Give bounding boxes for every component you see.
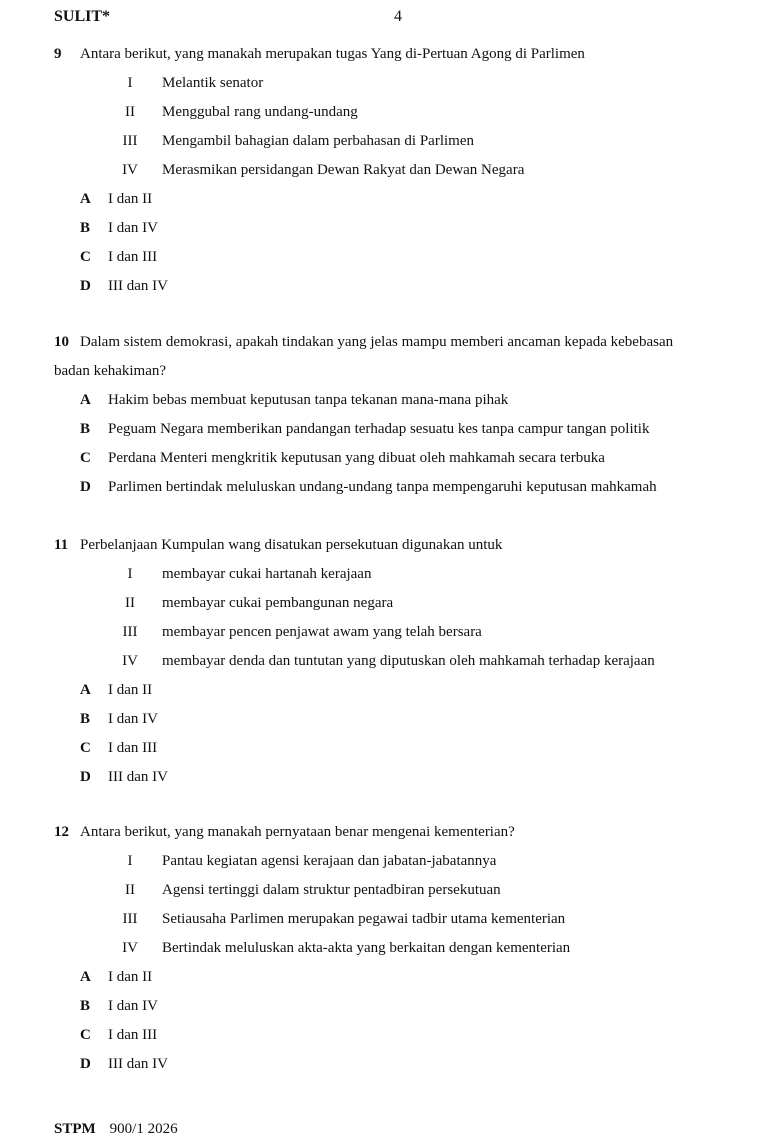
statement-numeral: III — [122, 133, 138, 149]
statement-text: Bertindak meluluskan akta-akta yang berkaitan dengan kementerian — [162, 940, 571, 956]
answer-option-d[interactable] — [54, 767, 748, 787]
answer-option-b[interactable] — [54, 709, 748, 729]
statement-text: Melantik senator — [162, 75, 264, 91]
option-letter: A — [80, 969, 91, 985]
statement — [54, 102, 748, 122]
question-text: Antara berikut, yang manakah pernyataan benar mengenai kementerian? — [80, 824, 515, 840]
confidential-label: SULIT* — [54, 8, 111, 25]
statement — [54, 651, 748, 671]
statement — [54, 938, 748, 958]
statement-numeral: III — [122, 624, 138, 640]
question-number: 11 — [54, 537, 69, 553]
answer-option-a[interactable] — [54, 967, 748, 987]
statement-numeral: IV — [122, 653, 138, 669]
option-letter: D — [80, 769, 91, 785]
option-letter: B — [80, 220, 91, 236]
statement — [54, 880, 748, 900]
option-letter: D — [80, 278, 91, 294]
option-letter: A — [80, 191, 91, 207]
statement-text: Menggubal rang undang-undang — [162, 104, 358, 120]
statement-text: Pantau kegiatan agensi kerajaan dan jabatan-jabatannya — [162, 853, 497, 869]
option-text: I dan III — [108, 249, 158, 265]
answer-option-a[interactable] — [54, 680, 748, 700]
statement-text: membayar cukai hartanah kerajaan — [162, 566, 372, 582]
option-letter: C — [80, 1027, 91, 1043]
option-text: I dan II — [108, 191, 153, 207]
option-letter: C — [80, 450, 91, 466]
statement-numeral: I — [127, 853, 133, 869]
option-text: Peguam Negara memberikan pandangan terhadap sesuatu kes tanpa campur tangan politik — [108, 421, 650, 437]
statement-numeral: I — [127, 75, 133, 91]
question-10 — [54, 332, 748, 497]
statement-numeral: IV — [122, 162, 138, 178]
question-number: 12 — [54, 824, 69, 840]
statement — [54, 131, 748, 151]
option-text: III dan IV — [108, 769, 168, 785]
page-header — [54, 8, 758, 30]
statement-numeral: III — [122, 911, 138, 927]
page-number: 4 — [394, 8, 402, 25]
option-text: I dan IV — [108, 998, 158, 1014]
option-text: Hakim bebas membuat keputusan tanpa tekanan mana-mana pihak — [108, 392, 509, 408]
statement-text: membayar cukai pembangunan negara — [162, 595, 394, 611]
option-letter: A — [80, 682, 91, 698]
option-text: I dan III — [108, 1027, 158, 1043]
option-text: I dan III — [108, 740, 158, 756]
statement-text: Mengambil bahagian dalam perbahasan di Parlimen — [162, 133, 474, 149]
option-letter: D — [80, 1056, 91, 1072]
answer-option-a[interactable] — [54, 189, 748, 209]
answer-option-d[interactable] — [54, 477, 748, 497]
option-text: Parlimen bertindak meluluskan undang-undang tanpa mempengaruhi keputusan mahkamah — [108, 479, 657, 495]
answer-option-d[interactable] — [54, 276, 748, 296]
option-text: III dan IV — [108, 1056, 168, 1072]
statement-numeral: I — [127, 566, 133, 582]
exam-code: STPM — [54, 1121, 96, 1137]
option-text: III dan IV — [108, 278, 168, 294]
question-12 — [54, 822, 748, 1074]
option-text: I dan IV — [108, 220, 158, 236]
statement — [54, 160, 748, 180]
answer-option-c[interactable] — [54, 1025, 748, 1045]
option-text: I dan II — [108, 969, 153, 985]
option-letter: C — [80, 249, 91, 265]
option-text: Perdana Menteri mengkritik keputusan yang dibuat oleh mahkamah secara terbuka — [108, 450, 605, 466]
statement — [54, 622, 748, 642]
option-text: I dan IV — [108, 711, 158, 727]
option-text: I dan II — [108, 682, 153, 698]
answer-option-c[interactable] — [54, 738, 748, 758]
statement — [54, 851, 748, 871]
question-text: Antara berikut, yang manakah merupakan tugas Yang di-Pertuan Agong di Parlimen — [80, 46, 585, 62]
option-letter: A — [80, 392, 91, 408]
option-letter: D — [80, 479, 91, 495]
statement-text: Merasmikan persidangan Dewan Rakyat dan Dewan Negara — [162, 162, 525, 178]
statement-numeral: II — [125, 882, 135, 898]
statement-text: Setiausaha Parlimen merupakan pegawai tadbir utama kementerian — [162, 911, 566, 927]
option-letter: C — [80, 740, 91, 756]
answer-option-c[interactable] — [54, 448, 748, 468]
statement-numeral: II — [125, 595, 135, 611]
answer-option-c[interactable] — [54, 247, 748, 267]
statement-text: Agensi tertinggi dalam struktur pentadbiran persekutuan — [162, 882, 501, 898]
statement-text: membayar denda dan tuntutan yang diputuskan oleh mahkamah terhadap kerajaan — [162, 653, 655, 669]
answer-option-a[interactable] — [54, 390, 748, 410]
statement — [54, 593, 748, 613]
question-11 — [54, 535, 748, 787]
option-letter: B — [80, 711, 91, 727]
statement-numeral: IV — [122, 940, 138, 956]
question-9 — [54, 44, 748, 296]
answer-option-b[interactable] — [54, 419, 748, 439]
answer-option-b[interactable] — [54, 996, 748, 1016]
question-number: 9 — [54, 46, 62, 62]
paper-code: 900/1 2026 — [109, 1121, 178, 1137]
statement — [54, 73, 748, 93]
question-number: 10 — [54, 334, 69, 350]
statement-numeral: II — [125, 104, 135, 120]
page-footer — [54, 1121, 178, 1138]
question-text-continued: badan kehakiman? — [54, 363, 167, 379]
statement-text: membayar pencen penjawat awam yang telah bersara — [162, 624, 482, 640]
statement — [54, 564, 748, 584]
answer-option-b[interactable] — [54, 218, 748, 238]
question-text: Perbelanjaan Kumpulan wang disatukan persekutuan digunakan untuk — [80, 537, 503, 553]
option-letter: B — [80, 421, 91, 437]
question-text: Dalam sistem demokrasi, apakah tindakan yang jelas mampu memberi ancaman kepada kebebasan — [80, 334, 674, 350]
option-letter: B — [80, 998, 91, 1014]
answer-option-d[interactable] — [54, 1054, 748, 1074]
statement — [54, 909, 748, 929]
